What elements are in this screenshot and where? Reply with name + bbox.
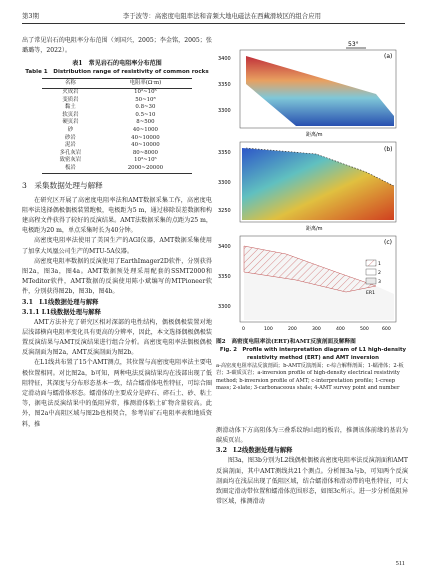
subsection-3-1-1: 3.1.1 L1线数据处理与解释 — [22, 308, 101, 316]
table-row — [42, 127, 192, 135]
rock-name: 硬页岩 — [62, 119, 79, 126]
rock-resistivity: 10³~10⁵ — [134, 157, 157, 164]
svg-text:300: 300 — [312, 327, 321, 332]
svg-text:2: 2 — [378, 271, 381, 276]
svg-text:ER1: ER1 — [366, 291, 376, 296]
right-column-text — [216, 426, 408, 507]
direction-label: 53° — [348, 41, 359, 48]
intro-paragraph: 出了常见岩石的电阻率分布范围（刘国兴，2005；李金铭，2005；张璐璐等，2022）。 — [22, 37, 212, 55]
left-column — [22, 36, 212, 430]
figure-caption — [216, 338, 410, 393]
paragraph-3: 高密度电阻率数据的反演使用了EarthImager2D软件，分别获得图2a，图3a，图4a。AMT数据预处理采用配套的SSMT2000和MTeditor软件，AMT数据的反演使用陈小斌编写的MTPioneer软件，分别获得图2b，图3b，图4b。 — [22, 257, 212, 296]
running-title: 李于波等：高密度电阻率法和音频大地电磁法在西藏滑坡区的组合应用 — [122, 11, 321, 20]
panel-b-ytick-3: 3250 — [218, 208, 231, 214]
rock-name: 泥岩 — [65, 142, 76, 149]
table-header-resistivity: 电阻率(Ω·m) — [99, 79, 192, 89]
rock-resistivity: 40~10000 — [131, 142, 160, 149]
rock-resistivity: 50~10⁸ — [135, 96, 156, 103]
rock-name: 砂 — [67, 126, 74, 133]
paragraph-1: 在研究区开展了高密度电阻率法和AMT数据采集工作，高密度电阻率法选择偶极偶极装置跑极，电极距为5 m，通过移除误差数据和构建高程文件获得了较好的反演结果。AMT法数据采集的点距为25 m，电极距为20 m，单点采集时长为40分钟。 — [22, 196, 212, 235]
svg-text:200: 200 — [288, 327, 297, 332]
rock-name: 砂岩 — [65, 134, 76, 141]
page-number: 511 — [395, 560, 405, 567]
running-header — [22, 8, 405, 22]
panel-b-xlabel: 距离/m — [306, 226, 323, 232]
rock-name: 火成岩 — [62, 89, 79, 95]
table-caption: 表1 常见岩石的电阻率分布范围 — [72, 60, 162, 68]
paragraph-4: AMT方法补充了研究区相对深部的电性结构，偶极偶极装置对地层浅部横向电阻率变化具有更高的分辨率，因此，本文选择偶极偶极装置反演结果与AMT反演结果进行组合分析。高密度电阻率法偶极偶极反演剖面为图2a，AMT反演剖面为图2b。 — [22, 318, 212, 357]
rock-resistivity: 40~10000 — [131, 134, 160, 141]
table-row — [42, 104, 192, 112]
rock-resistivity: 8~500 — [136, 119, 155, 126]
panel-a-ytick-2: 3350 — [218, 82, 231, 88]
right-paragraph-1: 测滑动体下方高阻体为三叠系纹纳山组的板岩，推测该体前缘的基岩为碳质页岩。 — [216, 427, 408, 445]
table-caption-en: Table 1 Distribution range of resistivity of common rocks — [25, 69, 209, 76]
subsection-3-1: 3.1 L1线数据处理与解释 — [22, 298, 99, 306]
figure-caption-en: Fig. 2 Profile with interpretation diagram of L1 high-density resistivity method (ERT) and AMT inversion — [219, 347, 407, 362]
svg-text:600: 600 — [382, 327, 391, 332]
section-title: 3 采集数据处理与解释 — [22, 180, 103, 190]
rock-name: 致密灰岩 — [59, 157, 82, 164]
paragraph-5: 在L1线共布置了15个AMT测点，其位置与高密度电阻率法主要电极位置相同。对比图2a，b可知，两种电法反演结果均在浅部出现了低阻特征，其深度与分布形态基本一致，结合蠕滑体电性特征，可综合圈定滑动面与蠕滑体形态。蠕滑体的主要成分是碎石、碎石土、砂、粘土等，据电法反演结果中的低阻异常，推测滑体粘土矿物含量较高。此外，图2a中高阻区域与图2b也相契合，参考岩矿石电阻率表和地质资料，推 — [22, 359, 212, 428]
resistivity-table — [42, 78, 192, 173]
svg-text:1: 1 — [378, 262, 381, 267]
rock-name: 软页岩 — [62, 111, 79, 118]
svg-text:3: 3 — [378, 280, 381, 285]
rock-name: 变质岩 — [62, 96, 79, 103]
rock-name: 黏土 — [65, 104, 76, 111]
panel-c-ytick-2: 3350 — [218, 274, 231, 280]
header-rule — [22, 23, 405, 24]
svg-text:100: 100 — [264, 327, 273, 332]
rock-resistivity: 0.5~10 — [135, 111, 156, 118]
svg-text:0: 0 — [242, 327, 245, 332]
issue-number: 第3期 — [22, 11, 39, 20]
table-row — [42, 157, 192, 165]
figure-caption-sub: a-高密度电阻率法反演剖面；b-AMT反演剖面；c-综合解释剖面；1-蠕滑体；2-板岩；3-碳质页岩；a-inversion profile of high-density electrical resistivity method; b-inversion profile of AMT; c-interpretation profile; 1-creep mass; 2-slate; 3-carbonaceous shale; 4-AMT survey point and number — [216, 362, 404, 392]
rock-resistivity: 10²~10⁵ — [134, 89, 157, 95]
panel-a-section — [246, 56, 394, 126]
panel-c-ytick-1: 3400 — [218, 244, 231, 250]
table-row — [42, 165, 192, 173]
rock-name: 多孔灰岩 — [59, 149, 82, 156]
panel-c-ytick-3: 3300 — [218, 304, 231, 310]
table-row — [42, 142, 192, 150]
table-header-name: 名称 — [42, 79, 99, 89]
figure-caption-title: 图2 高密度电阻率法(ERT)和AMT反演剖面及解释图 — [216, 339, 356, 345]
figure-2 — [216, 36, 410, 336]
panel-c-label: (c) — [384, 239, 392, 246]
table-row — [42, 119, 192, 127]
panel-a-ytick-3: 3300 — [218, 108, 231, 114]
panel-b-section — [242, 148, 394, 220]
svg-text:400: 400 — [336, 327, 345, 332]
table-row — [42, 89, 192, 97]
rock-resistivity: 40~1000 — [132, 126, 158, 133]
paragraph-2: 高密度电阻率法使用了美国生产的AGI仪器，AMT数据采集使用了加拿大凤凰公司生产的MTU-5A仪器。 — [22, 237, 212, 255]
panel-b-ytick-1: 3350 — [218, 150, 231, 156]
panel-b-label: (b) — [384, 146, 393, 153]
rock-name: 板岩 — [42, 165, 99, 173]
rock-resistivity: 80~8000 — [132, 149, 158, 156]
panel-c-xticks — [242, 326, 391, 332]
rock-resistivity: 0.8~30 — [135, 104, 156, 111]
panel-a-label: (a) — [384, 53, 393, 60]
panel-a-ytick-1: 3400 — [218, 56, 231, 62]
subsection-3-2: 3.2 L2线数据处理与解释 — [216, 447, 293, 455]
panel-a-xlabel: 距离/m — [306, 132, 323, 138]
panel-b-ytick-2: 3300 — [218, 180, 231, 186]
svg-text:500: 500 — [360, 327, 369, 332]
rock-resistivity: 2000~20000 — [99, 165, 192, 173]
right-paragraph-2: 图3a，图3b分别为L2线偶极偶极高密度电阻率法反演剖面和AMT反演剖面，其中AMT测线共21个测点。分析图3a与b，可知两个反演剖面均在浅层出现了低阻区域，结合蠕滑体和滑动带的电性特征，可大致圈定滑动带位置和蠕滑体范围形态，如图3c所示。进一步分析低阻异常区域，推测滑动 — [216, 457, 408, 506]
